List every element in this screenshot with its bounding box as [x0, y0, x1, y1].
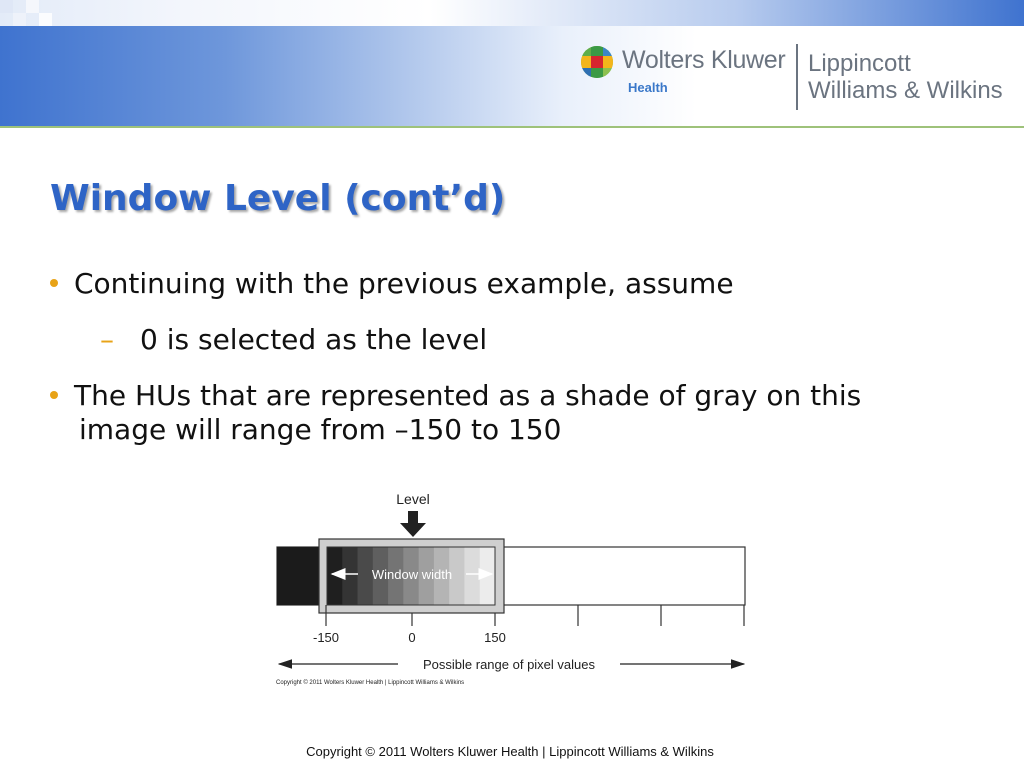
footer-copyright: Copyright © 2011 Wolters Kluwer Health | Lippincott Williams & Wilkins	[306, 744, 714, 759]
logo-brand	[808, 50, 1003, 104]
tick-label-minus-150: -150	[312, 630, 340, 645]
header-divider	[0, 126, 1024, 128]
publisher-logo	[580, 42, 1020, 114]
footer	[0, 744, 1024, 759]
slide-title: Window Level (cont’d)	[50, 178, 506, 219]
level-label: Level	[396, 491, 430, 507]
tick-label-150: 150	[484, 630, 506, 645]
bullet-item	[50, 379, 990, 447]
sub-bullet-text: 0 is selected as the level	[140, 323, 488, 356]
bullet-text-line1: The HUs that are represented as a shade of gray on this	[74, 379, 862, 412]
figure-copyright: Copyright © 2011 Wolters Kluwer Health | Lippincott Williams & Wilkins	[276, 680, 465, 686]
logo-divider	[796, 44, 798, 110]
logo-division: Health	[628, 80, 668, 95]
gray-step	[464, 547, 480, 605]
range-label: Possible range of pixel values	[423, 657, 595, 672]
gray-step	[327, 547, 343, 605]
header-top-strip	[0, 0, 1024, 26]
bullet-dot-icon	[50, 391, 58, 399]
logo-brand-line2: Williams & Wilkins	[808, 77, 1003, 104]
gray-step	[342, 547, 358, 605]
window-level-diagram	[270, 485, 760, 695]
window-width-label: Window width	[371, 567, 453, 582]
bullet-text: Continuing with the previous example, assume	[74, 267, 734, 300]
tick-label-0: 0	[408, 630, 416, 645]
bullet-dot-icon	[50, 279, 58, 287]
logo-company-name: Wolters Kluwer	[622, 46, 786, 74]
decorative-pixel-blocks	[0, 0, 60, 26]
bullet-item	[50, 266, 734, 302]
dash-icon: –	[100, 323, 114, 356]
black-region	[277, 547, 320, 605]
bullet-text-line2: image will range from –150 to 150	[79, 413, 562, 446]
gray-step	[480, 547, 496, 605]
logo-brand-line1: Lippincott	[808, 50, 911, 77]
wolters-kluwer-globe-icon	[580, 45, 614, 79]
sub-bullet-item	[100, 322, 487, 358]
level-arrow-icon	[400, 511, 426, 537]
